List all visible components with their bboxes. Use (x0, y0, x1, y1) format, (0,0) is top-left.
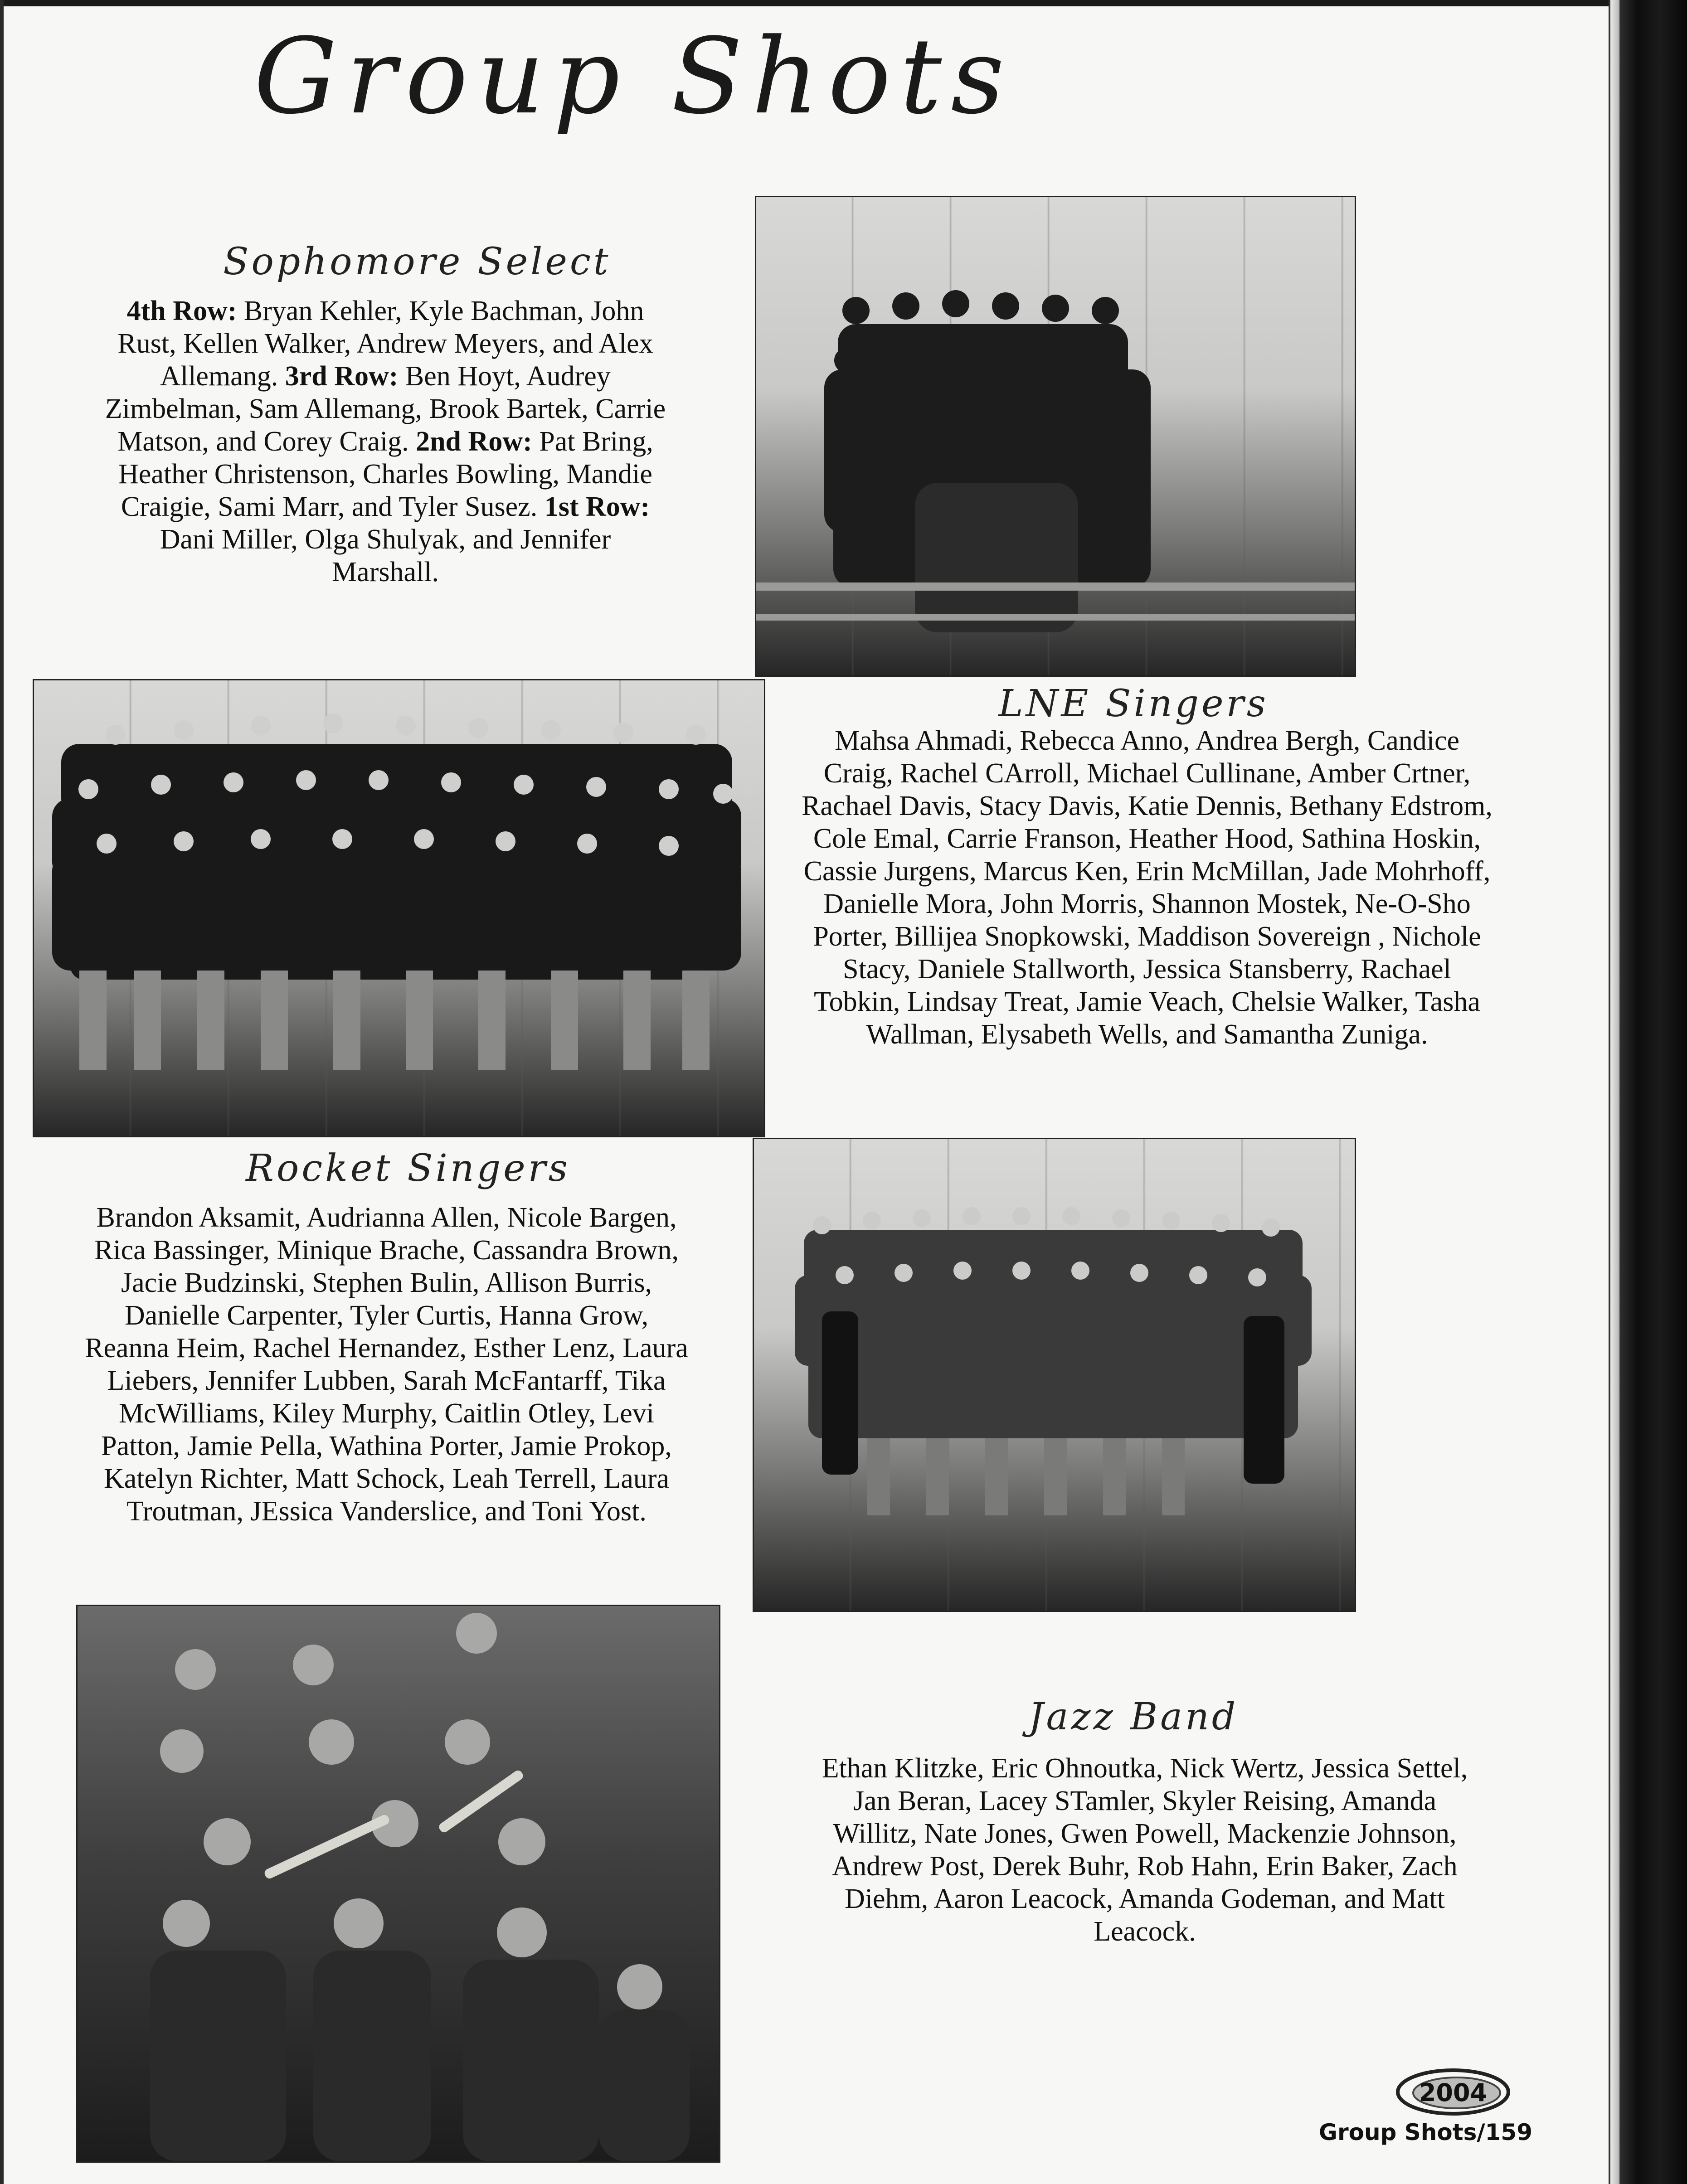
year-badge (1394, 2065, 1512, 2119)
group-silhouettes (78, 1606, 719, 2161)
page-title: Group Shots (254, 16, 1014, 137)
lne-singers-heading: LNE Singers (998, 682, 1269, 725)
lne-singers-caption: Mahsa Ahmadi, Rebecca Anno, Andrea Bergh, Candice Craig, Rachel CArroll, Michael Cullinane, Amber Crtner, Rachael Davis, Stacy Davis, Katie Dennis, Bethany Edstrom, Cole Emal, Carrie Franson, Heather Hood, Sathina Hoskin, Cassie Jurgens, Marcus Ken, Erin McMillan, Jade Mohrhoff, Danielle Mora, John Morris, Shannon Mostek, Ne-O-Sho Porter, Billijea Snopkowski, Maddison Sovereign , Nichole Stacy, Daniele Stallworth, Jessica Stansberry, Rachael Tobkin, Lindsay Treat, Jamie Veach, Chelsie Walker, Tasha Wallman, Elysabeth Wells, and Samantha Zuniga. (802, 725, 1493, 1050)
group-silhouettes (34, 680, 764, 1136)
row-label: 3rd Row: (285, 361, 399, 392)
row-label: 4th Row: (126, 296, 237, 326)
row-label: 1st Row: (544, 491, 650, 522)
book-spine (1610, 0, 1687, 2184)
rocket-singers-heading: Rocket Singers (246, 1147, 570, 1190)
rocket-singers-caption: Brandon Aksamit, Audrianna Allen, Nicole Bargen, Rica Bassinger, Minique Brache, Cassandra Brown, Jacie Budzinski, Stephen Bulin, Allison Burris, Danielle Carpenter, Tyler Curtis, Hanna Grow, Reanna Heim, Rachel Hernandez, Esther Lenz, Laura Liebers, Jennifer Lubben, Sarah McFantarff, Tika McWilliams, Kiley Murphy, Caitlin Otley, Levi Patton, Jamie Pella, Wathina Porter, Jamie Prokop, Katelyn Richter, Matt Schock, Leah Terrell, Laura Troutman, JEssica Vanderslice, and Toni Yost. (85, 1202, 688, 1527)
row-label: 2nd Row: (416, 426, 532, 457)
row-names: Pat Bring, Heather Christenson, Charles Bowling, Mandie Craigie, Sami Marr, and Tyler Susez. (118, 426, 653, 522)
jazz-band-photo (76, 1605, 720, 2163)
row-names: Dani Miller, Olga Shulyak, and Jennifer Marshall. (160, 524, 611, 587)
sophomore-select-heading: Sophomore Select (223, 240, 611, 283)
row-names: Ben Hoyt, Audrey Zimbelman, Sam Allemang, Brook Bartek, Carrie Matson, and Corey Craig. (105, 361, 666, 457)
group-silhouettes (754, 1139, 1355, 1611)
sophomore-select-caption (104, 295, 666, 588)
page-left-border (0, 0, 4, 2184)
jazz-band-heading: Jazz Band (1028, 1695, 1239, 1738)
jazz-band-caption: Ethan Klitzke, Eric Ohnoutka, Nick Wertz, Jessica Settel, Jan Beran, Lacey STamler, Skyler Reising, Amanda Willitz, Nate Jones, Gwen Powell, Mackenzie Johnson, Andrew Post, Derek Buhr, Rob Hahn, Erin Baker, Zach Diehm, Aaron Leacock, Amanda Godeman, and Matt Leacock. (822, 1753, 1468, 1947)
year-badge-text: 2004 (1419, 2078, 1488, 2107)
row-names: Bryan Kehler, Kyle Bachman, John Rust, Kellen Walker, Andrew Meyers, and Alex Allemang. (117, 296, 653, 392)
group-silhouettes (756, 197, 1355, 675)
lne-singers-photo (33, 679, 765, 1137)
sophomore-select-photo (755, 196, 1356, 677)
rocket-singers-photo (753, 1138, 1356, 1612)
page-top-border (0, 0, 1687, 6)
page-number-label: Group Shots/159 (1318, 2119, 1532, 2145)
